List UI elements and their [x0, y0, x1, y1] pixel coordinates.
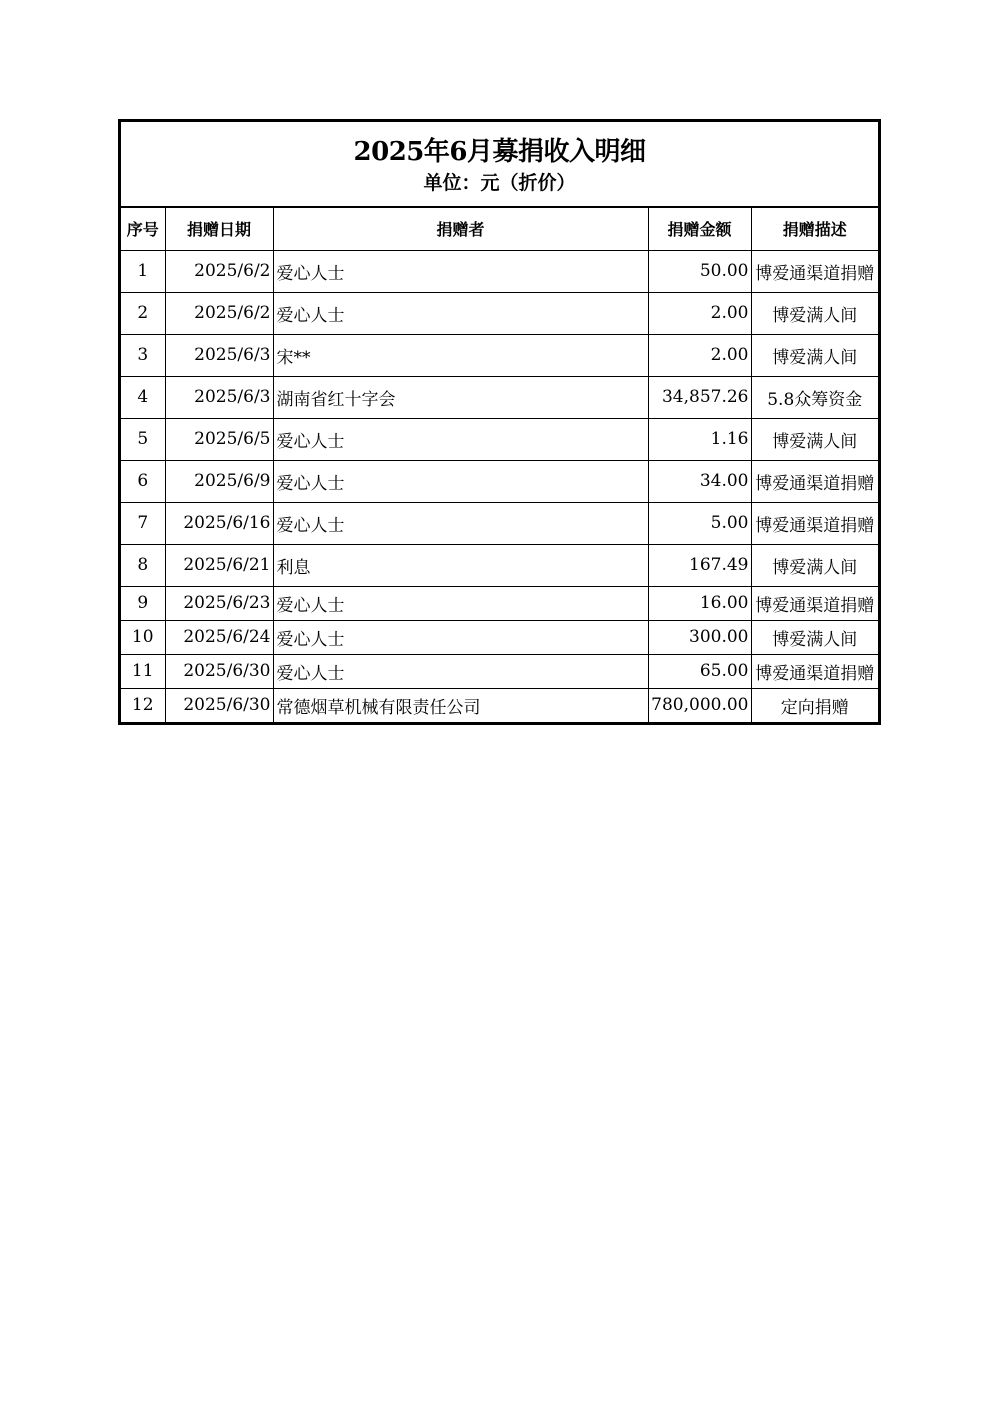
- cell-no: 7: [121, 502, 165, 544]
- cell-date: 2025/6/23: [165, 586, 273, 620]
- cell-desc: 博爱满人间: [751, 418, 878, 460]
- cell-date: 2025/6/24: [165, 620, 273, 654]
- cell-amount: 5.00: [648, 502, 751, 544]
- cell-amount: 65.00: [648, 654, 751, 688]
- cell-date: 2025/6/2: [165, 250, 273, 292]
- cell-date: 2025/6/3: [165, 334, 273, 376]
- cell-no: 4: [121, 376, 165, 418]
- cell-no: 9: [121, 586, 165, 620]
- cell-no: 5: [121, 418, 165, 460]
- cell-donor: 爱心人士: [273, 620, 648, 654]
- cell-date: 2025/6/9: [165, 460, 273, 502]
- header-donor: 捐赠者: [273, 208, 648, 250]
- header-date: 捐赠日期: [165, 208, 273, 250]
- table-header-row: [121, 208, 878, 250]
- cell-amount: 167.49: [648, 544, 751, 586]
- donation-table: [121, 208, 878, 722]
- cell-amount: 780,000.00: [648, 688, 751, 722]
- cell-desc: 博爱满人间: [751, 292, 878, 334]
- table-row: [121, 654, 878, 688]
- page-title: 2025年6月募捐收入明细: [353, 137, 646, 167]
- cell-desc: 博爱通渠道捐赠: [751, 586, 878, 620]
- cell-date: 2025/6/3: [165, 376, 273, 418]
- cell-date: 2025/6/30: [165, 688, 273, 722]
- cell-no: 3: [121, 334, 165, 376]
- table-row: [121, 292, 878, 334]
- cell-amount: 34.00: [648, 460, 751, 502]
- cell-amount: 34,857.26: [648, 376, 751, 418]
- table-row: [121, 250, 878, 292]
- cell-date: 2025/6/5: [165, 418, 273, 460]
- cell-donor: 爱心人士: [273, 460, 648, 502]
- cell-amount: 1.16: [648, 418, 751, 460]
- cell-donor: 湖南省红十字会: [273, 376, 648, 418]
- cell-desc: 定向捐赠: [751, 688, 878, 722]
- table-row: [121, 376, 878, 418]
- cell-no: 6: [121, 460, 165, 502]
- cell-amount: 50.00: [648, 250, 751, 292]
- cell-date: 2025/6/30: [165, 654, 273, 688]
- cell-desc: 博爱满人间: [751, 620, 878, 654]
- cell-desc: 博爱通渠道捐赠: [751, 502, 878, 544]
- cell-donor: 爱心人士: [273, 292, 648, 334]
- cell-amount: 2.00: [648, 334, 751, 376]
- cell-desc: 博爱满人间: [751, 544, 878, 586]
- cell-desc: 博爱通渠道捐赠: [751, 654, 878, 688]
- cell-date: 2025/6/2: [165, 292, 273, 334]
- cell-donor: 爱心人士: [273, 586, 648, 620]
- cell-donor: 爱心人士: [273, 654, 648, 688]
- cell-no: 2: [121, 292, 165, 334]
- unit-subtitle: 单位：元（折价）: [423, 172, 576, 194]
- cell-desc: 博爱满人间: [751, 334, 878, 376]
- cell-no: 11: [121, 654, 165, 688]
- table-row: [121, 334, 878, 376]
- cell-desc: 博爱通渠道捐赠: [751, 460, 878, 502]
- cell-amount: 16.00: [648, 586, 751, 620]
- table-row: [121, 460, 878, 502]
- table-row: [121, 620, 878, 654]
- header-desc: 捐赠描述: [751, 208, 878, 250]
- donation-sheet: [118, 119, 881, 725]
- table-row: [121, 544, 878, 586]
- cell-donor: 爱心人士: [273, 250, 648, 292]
- cell-donor: 爱心人士: [273, 418, 648, 460]
- cell-desc: 博爱通渠道捐赠: [751, 250, 878, 292]
- cell-donor: 常德烟草机械有限责任公司: [273, 688, 648, 722]
- table-row: [121, 418, 878, 460]
- cell-amount: 2.00: [648, 292, 751, 334]
- cell-no: 12: [121, 688, 165, 722]
- cell-no: 8: [121, 544, 165, 586]
- cell-desc: 5.8众筹资金: [751, 376, 878, 418]
- cell-donor: 爱心人士: [273, 502, 648, 544]
- cell-no: 10: [121, 620, 165, 654]
- table-row: [121, 688, 878, 722]
- cell-amount: 300.00: [648, 620, 751, 654]
- table-row: [121, 502, 878, 544]
- title-block: [121, 122, 878, 208]
- cell-no: 1: [121, 250, 165, 292]
- cell-date: 2025/6/16: [165, 502, 273, 544]
- cell-donor: 宋**: [273, 334, 648, 376]
- cell-date: 2025/6/21: [165, 544, 273, 586]
- cell-donor: 利息: [273, 544, 648, 586]
- header-amount: 捐赠金额: [648, 208, 751, 250]
- table-row: [121, 586, 878, 620]
- header-no: 序号: [121, 208, 165, 250]
